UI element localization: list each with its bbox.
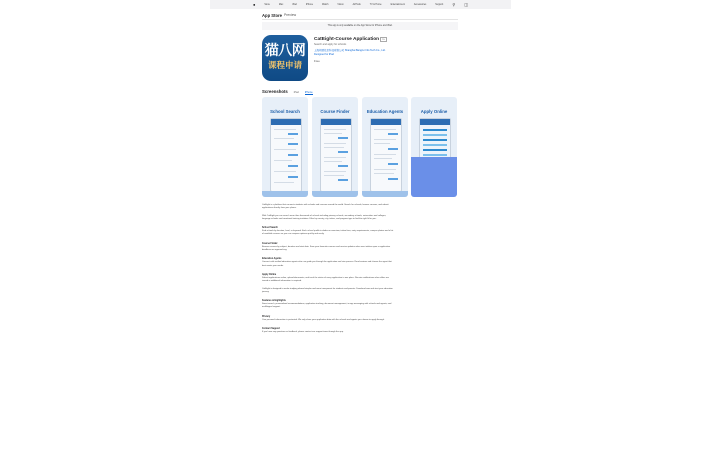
- phone-mockup: [320, 118, 352, 192]
- list-highlight: [288, 154, 298, 156]
- apple-logo-icon[interactable]: ●: [252, 2, 256, 7]
- screenshot-1[interactable]: [262, 97, 308, 197]
- list-line: [374, 129, 396, 130]
- ranking-text: Designed for iPad: [314, 52, 334, 56]
- list-highlight: [338, 151, 348, 153]
- list-line: [324, 157, 346, 158]
- list-line: [324, 147, 344, 148]
- description-paragraph: Smart search, personalised recommendations, application tracking, document management, in-app messaging with schools and agents, and multilingual support.: [262, 303, 392, 309]
- screenshots-header: [262, 89, 458, 95]
- nav-item[interactable]: Watch: [321, 3, 329, 6]
- price: Free: [314, 58, 320, 63]
- screenshot-caption: Apply Online: [420, 109, 448, 114]
- description-heading: School Search: [262, 227, 278, 230]
- age-badge: 4+: [382, 38, 385, 41]
- list-line: [324, 175, 344, 176]
- nav-item[interactable]: iPhone: [305, 3, 313, 6]
- description-paragraph: Browse courses by subject, duration and start date. Save your favourite courses and receive updates when new intakes open or application deadlines are approaching.: [262, 245, 391, 252]
- screenshot-caption: School Search: [270, 109, 300, 114]
- description-heading: Features & Highlights: [262, 300, 286, 303]
- screenshot-caption: Course Finder: [320, 109, 350, 114]
- list-line: [324, 133, 342, 134]
- app-description: [262, 204, 394, 338]
- developer-link[interactable]: 上海邦瑞信息科技有限公司 Shanghai Bangrui Info Tech Co., Ltd.: [314, 48, 386, 52]
- nav-item[interactable]: iPad: [292, 3, 297, 6]
- form-field: [423, 149, 447, 151]
- screenshot-caption: Education Agents: [366, 109, 404, 114]
- search-icon[interactable]: ⚲: [452, 2, 456, 7]
- list-line: [274, 129, 296, 130]
- list-line: [324, 171, 346, 172]
- screenshot-footer: [362, 191, 408, 197]
- list-highlight: [288, 143, 298, 145]
- app-title: [314, 37, 454, 42]
- list-highlight: [388, 178, 398, 180]
- screenshot-footer: [312, 191, 358, 197]
- description-heading: Contact Support: [262, 328, 280, 331]
- list-highlight: [288, 165, 298, 167]
- list-highlight: [388, 163, 398, 165]
- global-nav: [210, 0, 511, 9]
- list-line: [374, 169, 396, 170]
- screenshot-footer: [262, 191, 308, 197]
- description-paragraph: Your personal information is protected. We only share your application data with the schools and agents you choose to apply through.: [262, 318, 385, 321]
- phone-header: [371, 119, 401, 125]
- list-line: [274, 171, 296, 172]
- list-highlight: [288, 176, 298, 178]
- form-field: [423, 134, 447, 136]
- app-title-text: CatEight-Course Application: [314, 37, 380, 42]
- description-heading: Course Finder: [262, 242, 278, 245]
- screenshot-footer: [411, 157, 457, 197]
- banner-text: This app is only available on the App Store for iPhone and iPad.: [327, 25, 393, 27]
- list-line: [274, 160, 292, 161]
- list-line: [324, 129, 346, 130]
- description-paragraph: CatEight is designed to make studying abroad simpler and more transparent for students and parents. Download now and start your education journey.: [262, 287, 393, 293]
- phone-mockup: [370, 118, 402, 192]
- list-line: [374, 173, 394, 174]
- nav-item[interactable]: Entertainment: [390, 3, 405, 6]
- form-field: [423, 154, 447, 156]
- phone-mockup: [270, 118, 302, 192]
- phone-header: [271, 119, 301, 125]
- nav-item[interactable]: Accessories: [413, 3, 427, 6]
- form-field: [423, 144, 447, 146]
- tab-ipad[interactable]: iPad: [293, 91, 299, 94]
- nav-item[interactable]: Store: [264, 3, 270, 6]
- phone-header: [321, 119, 351, 125]
- subnav-sub: Preview: [284, 13, 297, 17]
- screenshot-2[interactable]: [312, 97, 358, 197]
- list-line: [374, 143, 390, 144]
- list-highlight: [388, 133, 398, 135]
- list-highlight: [338, 137, 348, 139]
- description-paragraph: Submit applications online, upload documents, and track the status of every application in one place. Receive notifications when offers are issued or additional information is required.: [262, 276, 389, 283]
- list-highlight: [288, 133, 298, 135]
- app-subtitle: Search and apply for schools: [314, 43, 347, 47]
- subnav-title[interactable]: App Store: [262, 12, 283, 18]
- form-field: [423, 129, 447, 131]
- list-line: [274, 149, 296, 150]
- nav-item[interactable]: TV & Home: [369, 3, 382, 6]
- app-icon: [262, 35, 308, 81]
- phone-header: [420, 119, 450, 125]
- description-paragraph: Connect with verified education agents who can guide you through the application and visa process. Read reviews and choose the agent that best meets your needs.: [262, 261, 392, 267]
- nav-item[interactable]: AirPods: [352, 3, 361, 6]
- description-paragraph: Find schools by location, level, or keyword. Each school profile includes an overview, tuition fees, entry requirements, campus photos and a list of available courses so you can compare options quickly and easily.: [262, 230, 394, 236]
- description-heading: Education Agents: [262, 258, 282, 261]
- list-highlight: [338, 179, 348, 181]
- nav-item[interactable]: Vision: [337, 3, 344, 6]
- list-line: [324, 143, 346, 144]
- description-paragraph: With CatEight you can search more than thousands of schools including primary schools, secondary schools, universities and colleges, language schools and vocational training institutes. Filter by country, city, tuition, and program type to find the right fit for you.: [262, 214, 387, 220]
- description-heading: Apply Online: [262, 273, 277, 276]
- list-line: [374, 158, 392, 159]
- screenshot-4[interactable]: [411, 97, 457, 197]
- list-line: [274, 182, 294, 183]
- nav-item[interactable]: Support: [435, 3, 444, 6]
- app-store-subnav: [262, 11, 458, 20]
- list-highlight: [338, 165, 348, 167]
- nav-item[interactable]: Mac: [278, 3, 284, 6]
- screenshots-heading: Screenshots: [262, 89, 288, 94]
- description-paragraph: If you have any questions or feedback, please contact our support team through the app.: [262, 331, 344, 334]
- list-line: [274, 138, 294, 139]
- app-info: [314, 37, 454, 63]
- availability-banner: [262, 22, 458, 30]
- form-field: [423, 139, 447, 141]
- app-icon-text-main: 猫八网: [264, 43, 306, 59]
- screenshot-3[interactable]: [362, 97, 408, 197]
- description-heading: Privacy: [262, 315, 271, 318]
- app-icon-text-sub: 课程申请: [267, 61, 302, 71]
- list-line: [374, 154, 396, 155]
- list-line: [374, 139, 396, 140]
- list-highlight: [388, 148, 398, 150]
- list-line: [324, 161, 342, 162]
- tab-iphone[interactable]: iPhone: [304, 91, 313, 94]
- bag-icon[interactable]: ◫: [464, 2, 469, 7]
- description-paragraph: CatEight is a platform that connects students with schools and courses around the world. Search for schools, browse courses, and submit applications directly from your phone.: [262, 204, 389, 210]
